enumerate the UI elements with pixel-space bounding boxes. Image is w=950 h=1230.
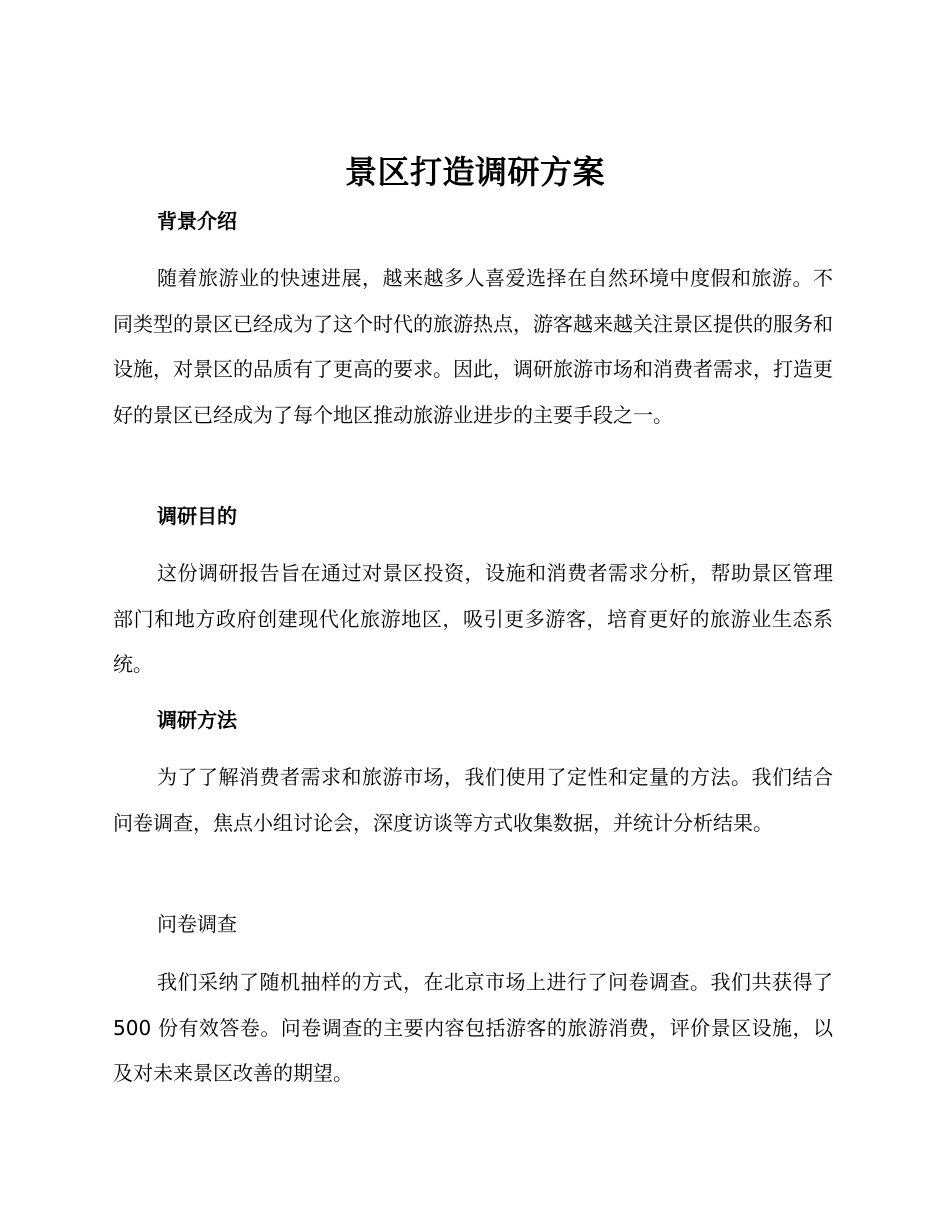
section-heading-background: 背景介绍 (157, 209, 237, 233)
section-body-background: 随着旅游业的快速进展，越来越多人喜爱选择在自然环境中度假和旅游。不同类型的景区已经成为了这个时代的旅游热点，游客越来越关注景区提供的服务和设施，对景区的品质有了更高的要求。因此，调研旅游市场和消费者需求，打造更好的景区已经成为了每个地区推动旅游业进步的主要手段之一。 (113, 266, 833, 427)
section-heading-questionnaire: 问卷调查 (157, 912, 237, 936)
section-heading-purpose: 调研目的 (157, 504, 237, 528)
section-body-method: 为了了解消费者需求和旅游市场，我们使用了定性和定量的方法。我们结合问卷调查，焦点小组讨论会，深度访谈等方式收集数据，并统计分析结果。 (113, 765, 833, 835)
section-body-purpose: 这份调研报告旨在通过对景区投资，设施和消费者需求分析，帮助景区管理部门和地方政府创建现代化旅游地区，吸引更多游客，培育更好的旅游业生态系统。 (113, 561, 833, 676)
document-title: 景区打造调研方案 (344, 153, 605, 191)
section-body-questionnaire: 我们采纳了随机抽样的方式，在北京市场上进行了问卷调查。我们共获得了 500 份有效答卷。问卷调查的主要内容包括游客的旅游消费，评价景区设施，以及对未来景区改善的期望。 (113, 970, 833, 1085)
section-heading-method: 调研方法 (157, 708, 237, 732)
